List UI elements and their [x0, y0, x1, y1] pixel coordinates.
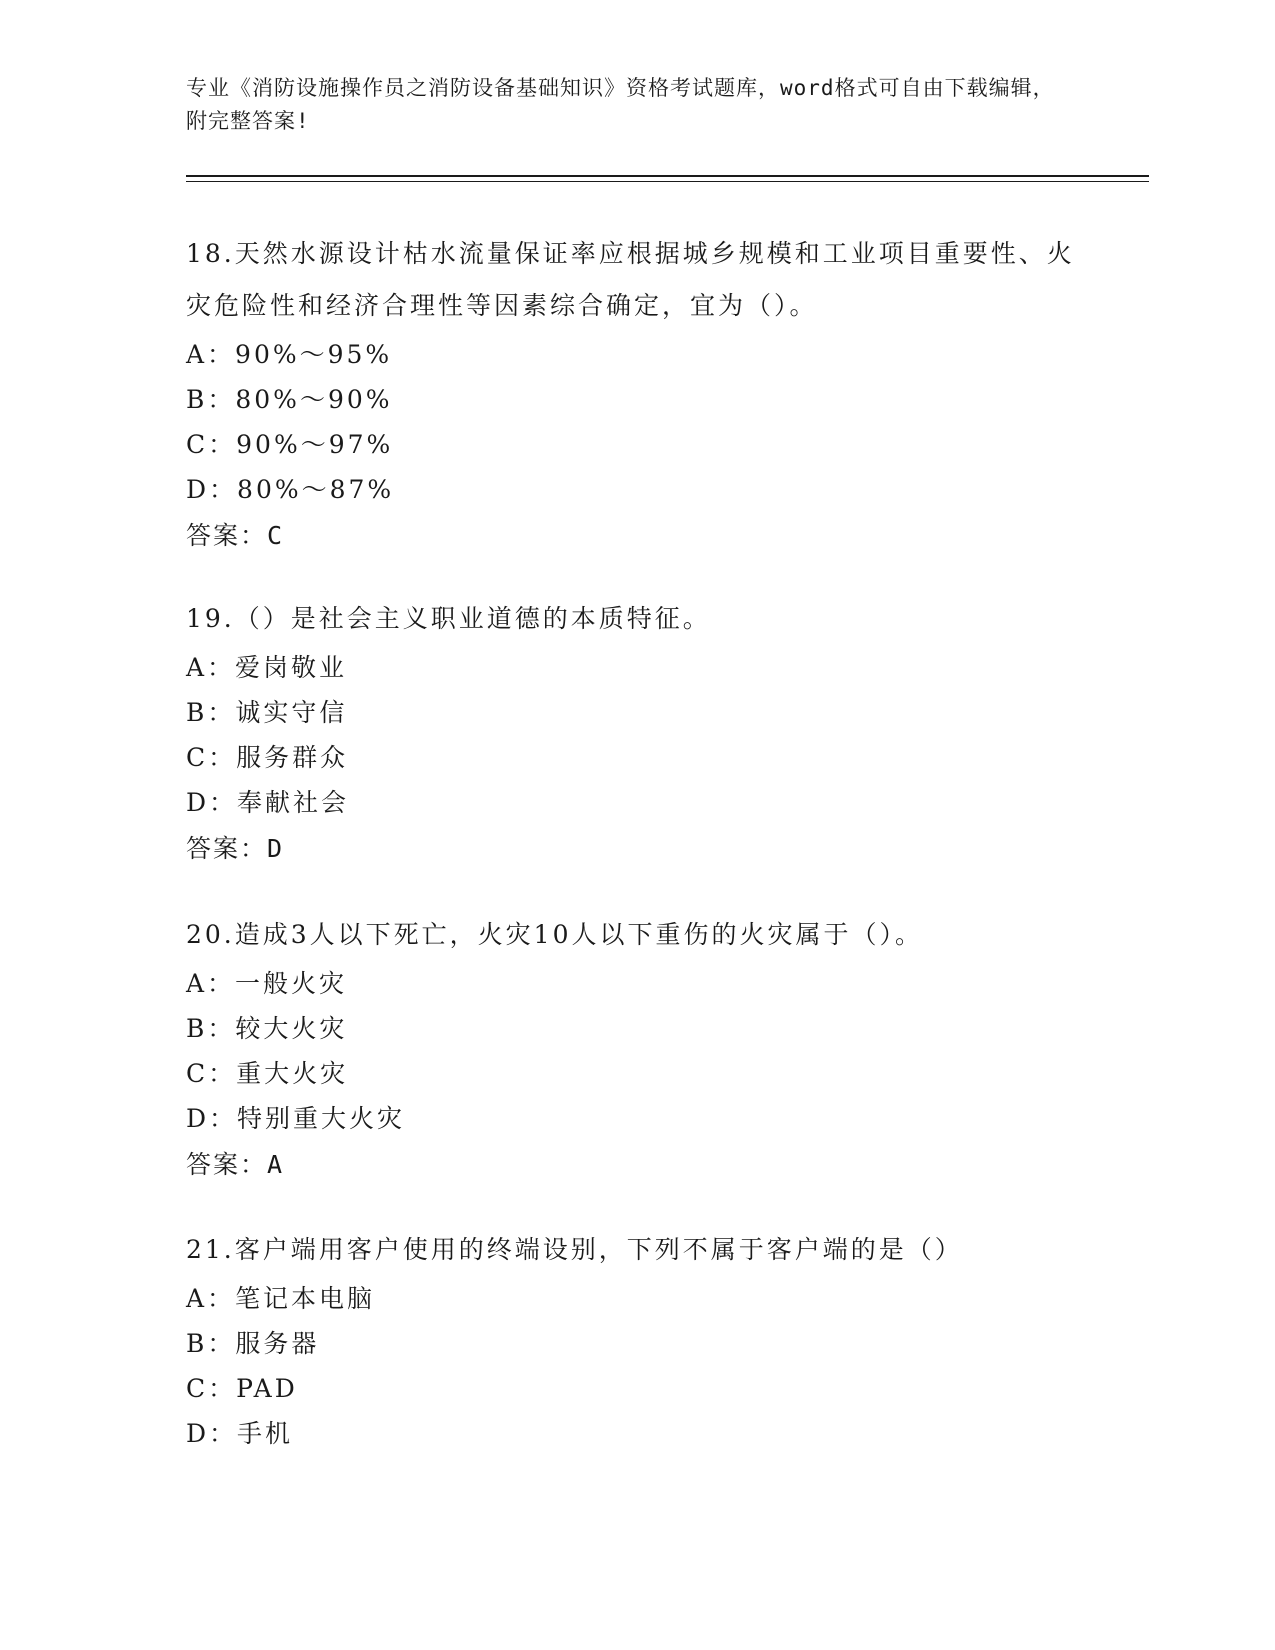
option-a: A：笔记本电脑 — [186, 1284, 376, 1313]
header-divider-thick — [186, 175, 1149, 177]
answer-value: D — [267, 834, 285, 863]
answer-label: 答案： — [186, 1150, 268, 1179]
option-d: D：特别重大火灾 — [186, 1104, 406, 1133]
option-c: C：重大火灾 — [186, 1059, 349, 1088]
option-b: B：较大火灾 — [186, 1014, 348, 1043]
option-b: B：服务器 — [186, 1329, 320, 1358]
option-d: D：手机 — [186, 1419, 294, 1448]
header-divider-thin — [186, 181, 1149, 182]
answer-label: 答案： — [186, 834, 268, 863]
option-a: A：90%～95% — [186, 340, 393, 369]
option-c: C：服务群众 — [186, 743, 349, 772]
question-19 — [186, 593, 1086, 873]
option-d: D：奉献社会 — [186, 788, 350, 817]
answer — [186, 825, 1086, 873]
question-stem: 18.天然水源设计枯水流量保证率应根据城乡规模和工业项目重要性、火灾危险性和经济合理性等因素综合确定，宜为（）。 — [186, 239, 1075, 320]
option-a: A：爱岗敬业 — [186, 653, 348, 682]
option-b: B：诚实守信 — [186, 698, 348, 727]
question-20 — [186, 909, 1086, 1189]
option-a: A：一般火灾 — [186, 969, 348, 998]
answer — [186, 512, 1086, 560]
answer-value: A — [267, 1150, 285, 1179]
question-18 — [186, 228, 1086, 560]
question-stem: 21.客户端用客户使用的终端设别，下列不属于客户端的是（） — [186, 1235, 963, 1264]
option-d: D：80%～87% — [186, 475, 395, 504]
option-c: C：90%～97% — [186, 430, 394, 459]
question-stem: 19.（）是社会主义职业道德的本质特征。 — [186, 604, 711, 633]
question-stem: 20.造成3人以下死亡，火灾10人以下重伤的火灾属于（）。 — [186, 920, 923, 949]
answer-value: C — [267, 521, 285, 550]
option-c: C：PAD — [186, 1374, 298, 1403]
question-21 — [186, 1224, 1086, 1456]
document-header: 专业《消防设施操作员之消防设备基础知识》资格考试题库，word格式可自由下载编辑，附完整答案! — [186, 76, 1055, 133]
answer — [186, 1141, 1086, 1189]
answer-label: 答案： — [186, 521, 268, 550]
option-b: B：80%～90% — [186, 385, 393, 414]
